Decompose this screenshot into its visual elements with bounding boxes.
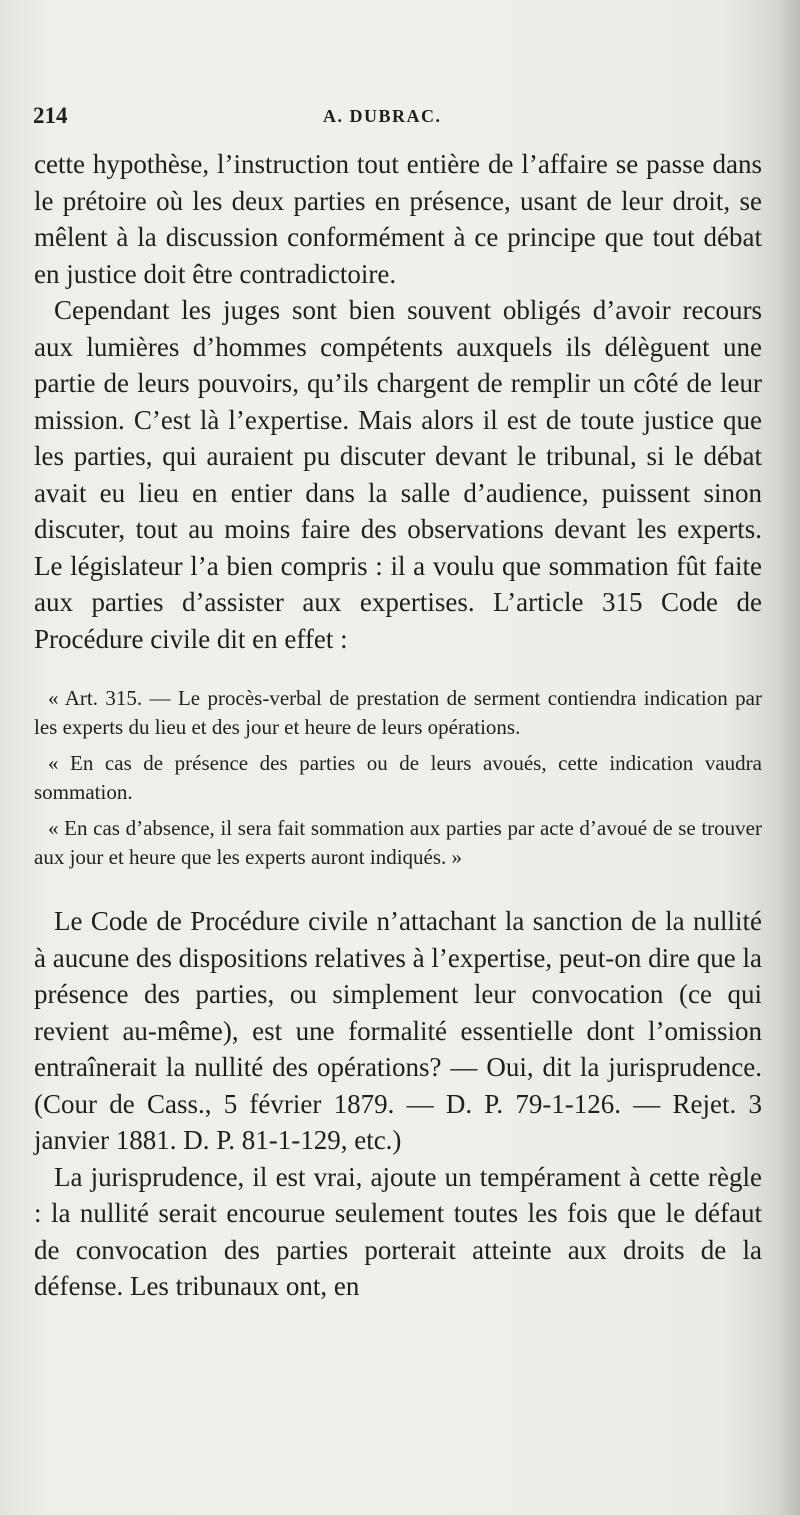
paragraph-4: La jurisprudence, il est vrai, ajoute un tempérament à cette règle : la nullité serait encourue seulement toutes les fois que le défaut de convocation des parties porterait atteinte aux droits de la défense. Les tribunaux ont, en [34, 1161, 762, 1301]
running-head: A. DUBRAC. [323, 106, 442, 126]
quote-article-315: « Art. 315. — Le procès-verbal de prestation de serment contiendra indication par les experts du lieu et des jour et heure de leurs opérations. [34, 686, 762, 739]
page-number: 214 [33, 103, 68, 128]
paragraph-2: Cependant les juges sont bien souvent obligés d’avoir recours aux lumières d’hommes compétents auxquels ils délèguent une partie de leurs pouvoirs, qu’ils chargent de remplir un côté de leur mission. C’est là l’expertise. Mais alors il est de toute justice que les parties, qui auraient pu discuter devant le tribunal, si le débat avait eu lieu en entier dans la salle d’audience, puissent sinon discuter, tout au moins faire des observations devant les experts. Le législateur l’a bien compris : il a voulu que sommation fût faite aux parties d’assister aux expertises. L’article 315 Code de Procédure civile dit en effet : [34, 295, 762, 654]
quote-absence: « En cas d’absence, il sera fait sommation aux parties par acte d’avoué de se trouver aux jour et heure que les experts auront indiqués. » [34, 816, 762, 869]
quote-presence: « En cas de présence des parties ou de leurs avoués, cette indication vaudra sommation. [34, 751, 762, 804]
paragraph-1: cette hypothèse, l’instruction tout entière de l’affaire se passe dans le prétoire où les deux parties en présence, usant de leur droit, se mêlent à la discussion conformément à ce principe que tout débat en justice doit être contradictoire. [34, 149, 762, 289]
paragraph-3: Le Code de Procédure civile n’attachant la sanction de la nullité à aucune des dispositions relatives à l’expertise, peut-on dire que la présence des parties, ou simplement leur convocation (ce qui revient au-même), est une formalité essentielle dont l’omission entraînerait la nullité des opérations? — Oui, dit la jurisprudence. (Cour de Cass., 5 février 1879. — D. P. 79-1-126. — Rejet. 3 janvier 1881. D. P. 81-1-129, etc.) [34, 906, 763, 1155]
page-header [33, 101, 763, 131]
main-text [34, 146, 762, 1305]
